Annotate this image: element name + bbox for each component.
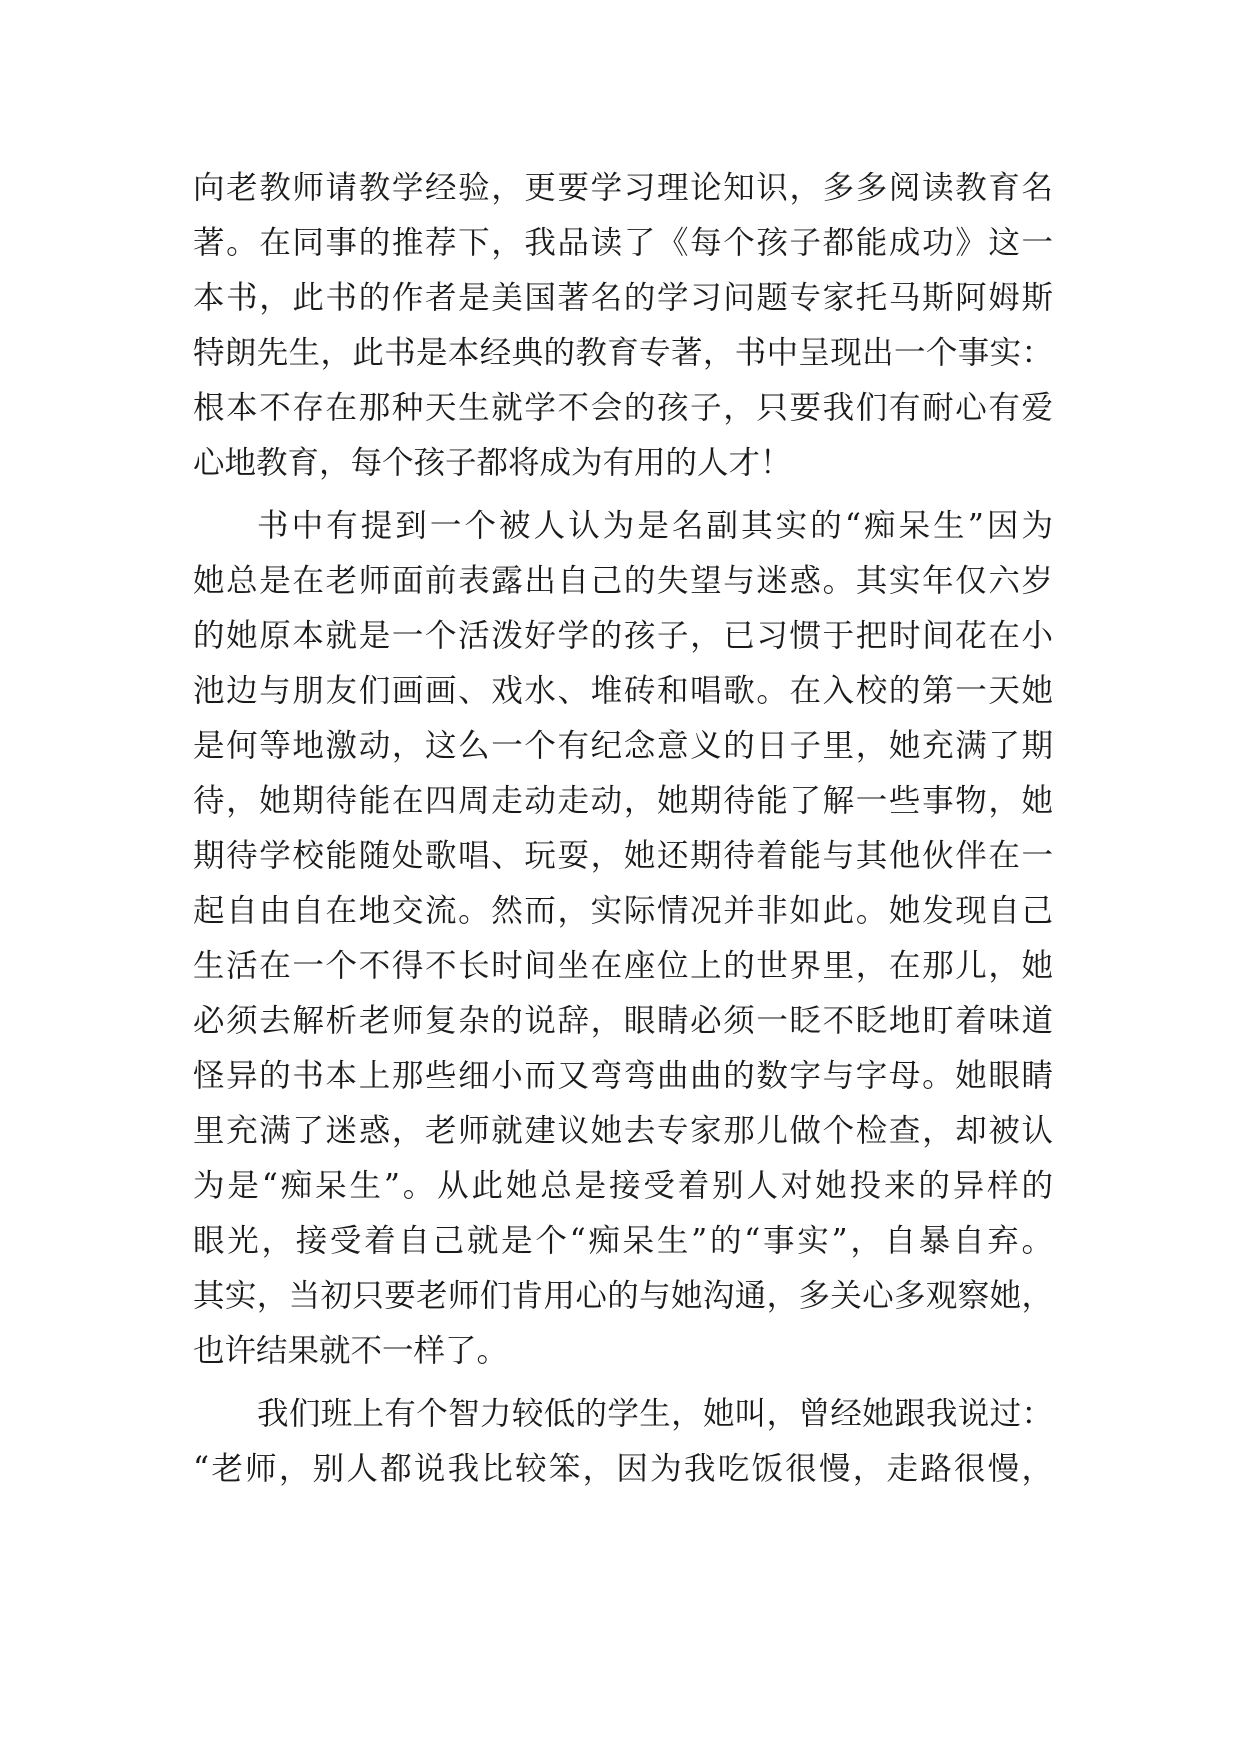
text-line: 本书，此书的作者是美国著名的学习问题专家托马斯阿姆斯 [193,280,1053,316]
text-line: “老师，别人都说我比较笨，因为我吃饭很慢，走路很慢， [193,1451,1053,1487]
text-line: 特朗先生，此书是本经典的教育专著，书中呈现出一个事实： [193,335,1053,371]
text-line: 其实，当初只要老师们肯用心的与她沟通，多关心多观察她， [193,1278,1053,1314]
text-line: 的她原本就是一个活泼好学的孩子，已习惯于把时间花在小 [193,618,1053,654]
text-line: 生活在一个不得不长时间坐在座位上的世界里，在那儿，她 [193,948,1053,984]
text-line: 眼光，接受着自己就是个“痴呆生”的“事实”，自暴自弃。 [193,1223,1053,1259]
text-line: 心地教育，每个孩子都将成为有用的人才！ [193,445,792,481]
paragraph-2 [193,499,1053,1379]
paragraph-3 [193,1387,1053,1497]
text-line: 向老教师请教学经验，更要学习理论知识，多多阅读教育名 [193,170,1053,206]
paragraph-1 [193,161,1053,491]
text-line: 是何等地激动，这么一个有纪念意义的日子里，她充满了期 [193,728,1053,764]
text-line: 也许结果就不一样了。 [193,1333,509,1369]
text-line: 池边与朋友们画画、戏水、堆砖和唱歌。在入校的第一天她 [193,673,1053,709]
text-line: 起自由自在地交流。然而，实际情况并非如此。她发现自己 [193,893,1053,929]
text-line: 根本不存在那种天生就学不会的孩子，只要我们有耐心有爱 [193,390,1053,426]
text-line: 待，她期待能在四周走动走动，她期待能了解一些事物，她 [193,783,1053,819]
text-line: 期待学校能随处歌唱、玩耍，她还期待着能与其他伙伴在一 [193,838,1053,874]
text-line: 里充满了迷惑，老师就建议她去专家那儿做个检查，却被认 [193,1113,1053,1149]
text-line: 为是“痴呆生”。从此她总是接受着别人对她投来的异样的 [193,1168,1053,1204]
text-line: 我们班上有个智力较低的学生，她叫，曾经她跟我说过： [257,1396,1053,1432]
text-line: 怪异的书本上那些细小而又弯弯曲曲的数字与字母。她眼睛 [193,1058,1053,1094]
body-text [193,161,1053,1497]
text-line: 著。在同事的推荐下，我品读了《每个孩子都能成功》这一 [193,225,1053,261]
text-line: 书中有提到一个被人认为是名副其实的“痴呆生”因为 [257,508,1053,544]
text-line: 她总是在老师面前表露出自己的失望与迷惑。其实年仅六岁 [193,563,1053,599]
text-line: 必须去解析老师复杂的说辞，眼睛必须一眨不眨地盯着味道 [193,1003,1053,1039]
